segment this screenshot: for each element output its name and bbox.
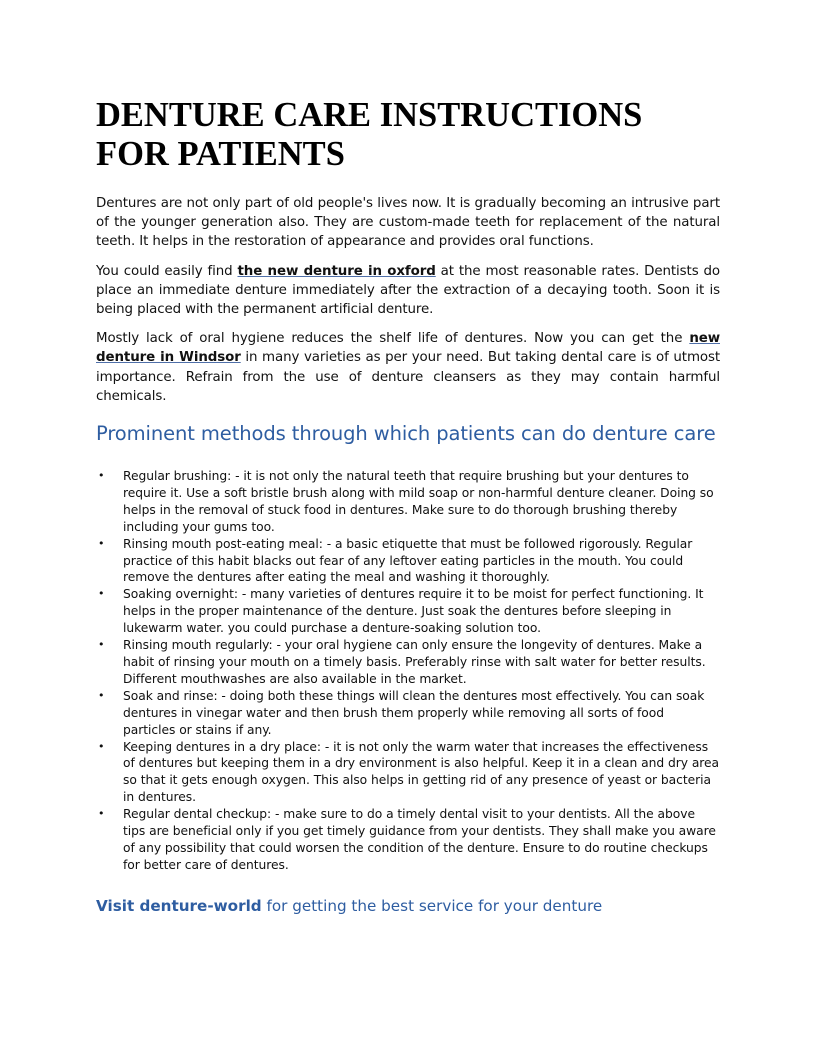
list-item: [96, 637, 720, 688]
list-item-text: Rinsing mouth post-eating meal: - a basic etiquette that must be followed rigorously. Regular practice of this habit blacks out fear of any leftover eating particles in the mouth. You could remove the dentures after eating the meal and washing it thoroughly.: [123, 536, 693, 585]
list-item-text: Regular brushing: - it is not only the natural teeth that require brushing but your dentures to require it. Use a soft bristle brush along with mild soap or non-harmful denture cleaner. Doing so helps in the removal of stuck food in dentures. Make sure to do thorough brushing thereby including your gums too.: [123, 469, 714, 534]
document-page: [96, 96, 720, 931]
list-item: [96, 739, 720, 807]
list-item: [96, 536, 720, 587]
bullet-icon: •: [98, 688, 105, 702]
bullet-icon: •: [98, 807, 105, 821]
page-title: DENTURE CARE INSTRUCTIONS FOR PATIENTS: [96, 96, 643, 173]
section-heading: Prominent methods through which patients can do denture care: [96, 422, 716, 446]
oxford-paragraph: [96, 262, 720, 320]
windsor-text-after: in many varieties as per your need. But taking dental care is of utmost importance. Refrain from the use of denture cleansers as they may contain harmful chemicals.: [96, 350, 721, 404]
list-item: [96, 806, 720, 874]
bullet-icon: •: [98, 587, 105, 601]
bullet-icon: •: [98, 469, 105, 483]
list-item-text: Keeping dentures in a dry place: - it is not only the warm water that increases the effectiveness of dentures but keeping them in a dry environment is also helpful. Keep it in a clean and dry area so that it gets enough oxygen. This also helps in getting rid of any presence of yeast or bacteria in dentures.: [123, 739, 720, 805]
list-item-text: Soaking overnight: - many varieties of dentures require it to be moist for perfect functioning. It helps in the proper maintenance of the denture. Just soak the dentures before sleeping in lukewarm water. you could purchase a denture-soaking solution too.: [123, 587, 704, 636]
bullet-icon: •: [98, 638, 105, 652]
list-item-text: Regular dental checkup: - make sure to do a timely dental visit to your dentists. All the above tips are beneficial only if you get timely guidance from your dentists. They shall make you aware of any possibility that could worsen the condition of the denture. Ensure to do routine checkups for better care of dentures.: [123, 807, 716, 872]
windsor-text-before: Mostly lack of oral hygiene reduces the shelf life of dentures. Now you can get the: [96, 331, 690, 347]
denture-world-link[interactable]: Visit denture-world: [96, 896, 262, 915]
windsor-denture-link[interactable]: new denture in Windsor: [96, 331, 720, 366]
footer-line: [96, 896, 720, 916]
list-item: [96, 468, 720, 536]
oxford-denture-link[interactable]: the new denture in oxford: [237, 263, 436, 279]
bullet-icon: •: [98, 739, 105, 753]
methods-list: [96, 468, 720, 874]
windsor-paragraph: [96, 329, 720, 406]
list-item: [96, 586, 720, 637]
footer-text: for getting the best service for your denture: [261, 896, 603, 915]
list-item: [96, 688, 720, 739]
oxford-text-before: You could easily find: [96, 263, 238, 279]
intro-text: Dentures are not only part of old people's lives now. It is gradually becoming an intrusive part of the younger generation also. They are custom-made teeth for replacement of the natural teeth. It helps in the restoration of appearance and provides oral functions.: [96, 196, 720, 250]
list-item-text: Rinsing mouth regularly: - your oral hygiene can only ensure the longevity of dentures. Make a habit of rinsing your mouth on a timely basis. Preferably rinse with salt water for better results. Different mouthwashes are also available in the market.: [123, 638, 706, 686]
bullet-icon: •: [98, 536, 105, 550]
intro-paragraph: [96, 194, 720, 252]
list-item-text: Soak and rinse: - doing both these things will clean the dentures most effectively. You can soak dentures in vinegar water and then brush them properly while removing all sorts of food particles or stains if any.: [123, 688, 705, 737]
oxford-text-after: at the most reasonable rates. Dentists do place an immediate denture immediately after the extraction of a decaying tooth. Soon it is being placed with the permanent artificial denture.: [96, 263, 720, 318]
